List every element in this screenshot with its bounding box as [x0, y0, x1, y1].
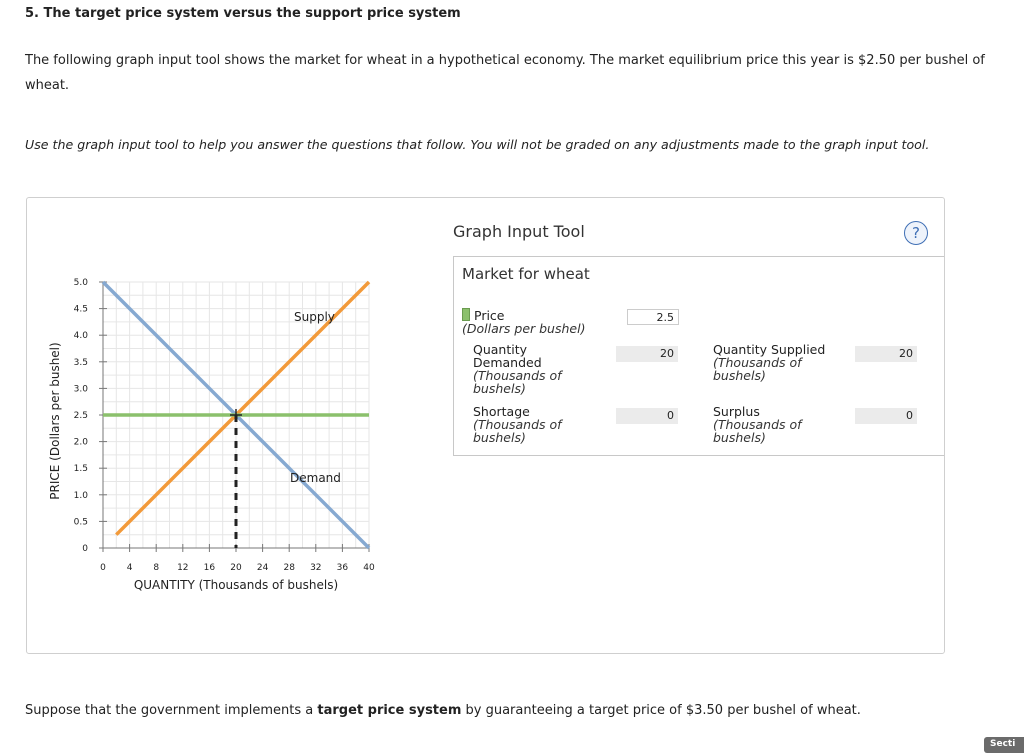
follow-up-question: Suppose that the government implements a target price system by guaranteeing a target price of $3.50 per bushel of wheat.	[25, 703, 861, 718]
shortage-value: 0	[616, 408, 678, 424]
demand-label: Demand	[290, 471, 341, 485]
graph-input-tool	[26, 197, 945, 654]
question-intro: The following graph input tool shows the market for wheat in a hypothetical economy. The market equilibrium price this year is $2.50 per bushel of wheat.	[25, 53, 985, 93]
y-tick-label: 3.5	[73, 357, 88, 368]
y-tick-label: 4.0	[73, 331, 88, 342]
question-instructions: Use the graph input tool to help you answer the questions that follow. You will not be graded on any adjustments made to the graph input tool.	[25, 137, 930, 152]
price-label: Price (Dollars per bushel)	[462, 308, 586, 336]
price-legend-icon	[462, 308, 470, 321]
x-tick-label: 16	[203, 563, 216, 573]
x-tick-label: 36	[336, 563, 349, 573]
x-tick-label: 4	[126, 563, 133, 573]
x-tick-label: 32	[310, 563, 322, 573]
y-tick-label: 5.0	[73, 278, 88, 288]
price-input[interactable]: 2.5	[627, 309, 679, 325]
x-axis-label: QUANTITY (Thousands of bushels)	[133, 578, 339, 592]
quantity-demanded-value: 20	[616, 346, 678, 362]
x-tick-label: 8	[153, 563, 160, 573]
section-button[interactable]: Secti	[984, 737, 1024, 753]
x-tick-label: 40	[363, 563, 375, 573]
y-tick-label: 2.5	[73, 411, 88, 421]
help-icon[interactable]: ?	[904, 221, 928, 245]
x-tick-label: 12	[177, 563, 189, 573]
market-panel	[453, 256, 944, 456]
surplus-label: Surplus (Thousands of bushels)	[713, 404, 802, 445]
x-tick-label: 28	[283, 563, 295, 573]
y-tick-label: 0	[82, 544, 88, 554]
graph-input-tool-title: Graph Input Tool	[453, 222, 585, 241]
y-tick-label: 0.5	[73, 517, 88, 528]
x-tick-label: 20	[230, 563, 242, 573]
question-title: 5. The target price system versus the support price system	[25, 6, 461, 21]
market-chart[interactable]	[27, 258, 427, 678]
market-title: Market for wheat	[462, 265, 590, 283]
y-tick-label: 1.0	[73, 490, 88, 501]
surplus-value: 0	[855, 408, 917, 424]
x-tick-label: 24	[256, 563, 269, 573]
y-axis-label: PRICE (Dollars per bushel)	[48, 342, 62, 500]
supply-label: Supply	[294, 310, 335, 324]
quantity-demanded-label: Quantity Demanded (Thousands of bushels)	[473, 342, 562, 396]
y-tick-label: 3.0	[73, 384, 88, 395]
x-tick-label: 0	[100, 563, 106, 573]
y-tick-label: 1.5	[73, 464, 88, 475]
quantity-supplied-value: 20	[855, 346, 917, 362]
quantity-supplied-label: Quantity Supplied (Thousands of bushels)	[713, 342, 826, 383]
shortage-label: Shortage (Thousands of bushels)	[473, 404, 562, 445]
y-tick-label: 4.5	[73, 304, 88, 315]
y-tick-label: 2.0	[73, 437, 88, 448]
